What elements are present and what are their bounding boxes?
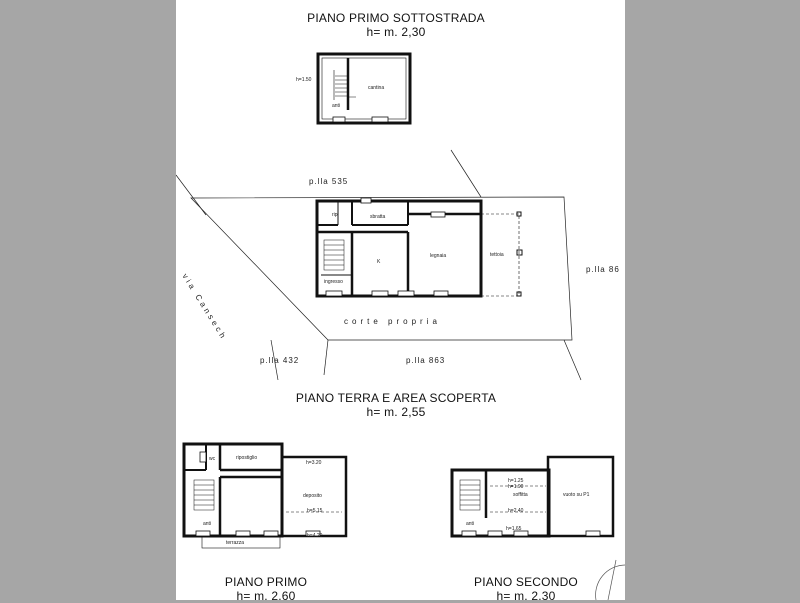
basement-stair-height: h=1.50	[296, 77, 312, 83]
second-h4: h=1.65	[506, 526, 522, 532]
basement-title: PIANO PRIMO SOTTOSTRADA	[307, 11, 485, 25]
second-h2: h=1.90	[508, 484, 524, 490]
second-room-anti: anti	[466, 521, 475, 527]
second-room-vuoto: vuoto su P1	[563, 492, 590, 498]
street-label: via Cansech	[180, 272, 229, 343]
ground-title: PIANO TERRA E AREA SCOPERTA	[295, 391, 497, 405]
courtyard-label: corte propria	[344, 317, 441, 326]
ground-room-tettoia: tettoia	[490, 252, 504, 258]
first-room-h-top: h=3.20	[306, 460, 322, 466]
parcel-535-label: p.lla 535	[309, 177, 349, 186]
ground-room-legnaia: legnaia	[430, 253, 447, 259]
ground-room-kitchen: K	[377, 259, 381, 265]
first-room-terrazza: terrazza	[226, 540, 245, 546]
ground-room-sbratta: sbratta	[370, 214, 386, 220]
second-title: PIANO SECONDO	[474, 575, 578, 589]
first-room-deposito: deposito	[303, 493, 322, 499]
parcel-863-label: p.lla 863	[406, 356, 446, 365]
parcel-432-label: p.lla 432	[260, 356, 300, 365]
basement-room-anti: anti	[332, 103, 341, 109]
ground-room-ingresso: ingresso	[324, 279, 343, 285]
first-room-ripostiglio: ripostiglio	[236, 455, 258, 461]
first-title: PIANO PRIMO	[224, 575, 308, 589]
first-room-anti: anti	[203, 521, 212, 527]
ground-room-rip: rip.	[332, 212, 339, 218]
basement-room-cantina: cantina	[368, 85, 385, 91]
first-height: h= m. 2.60	[236, 589, 296, 603]
basement-height: h= m. 2,30	[366, 25, 426, 39]
plan-drawings	[176, 0, 625, 600]
ground-height: h= m. 2,55	[366, 405, 426, 419]
first-room-wc: wc	[209, 456, 216, 462]
floor-plan-sheet	[176, 0, 625, 603]
second-room-soffitta: soffitta	[513, 492, 528, 498]
basement-plan	[318, 54, 410, 123]
ground-plan	[317, 198, 522, 296]
north-arrow-icon	[596, 560, 625, 600]
second-h3: h=2.40	[508, 508, 524, 514]
second-h1: h=1.25	[508, 478, 524, 484]
site-boundary	[176, 150, 581, 380]
second-height: h= m. 2.30	[496, 589, 556, 603]
first-room-h-mid: h=5.15	[307, 508, 323, 514]
parcel-86-label: p.lla 86	[586, 265, 620, 274]
first-room-h-bot: h=4.20	[307, 533, 323, 539]
